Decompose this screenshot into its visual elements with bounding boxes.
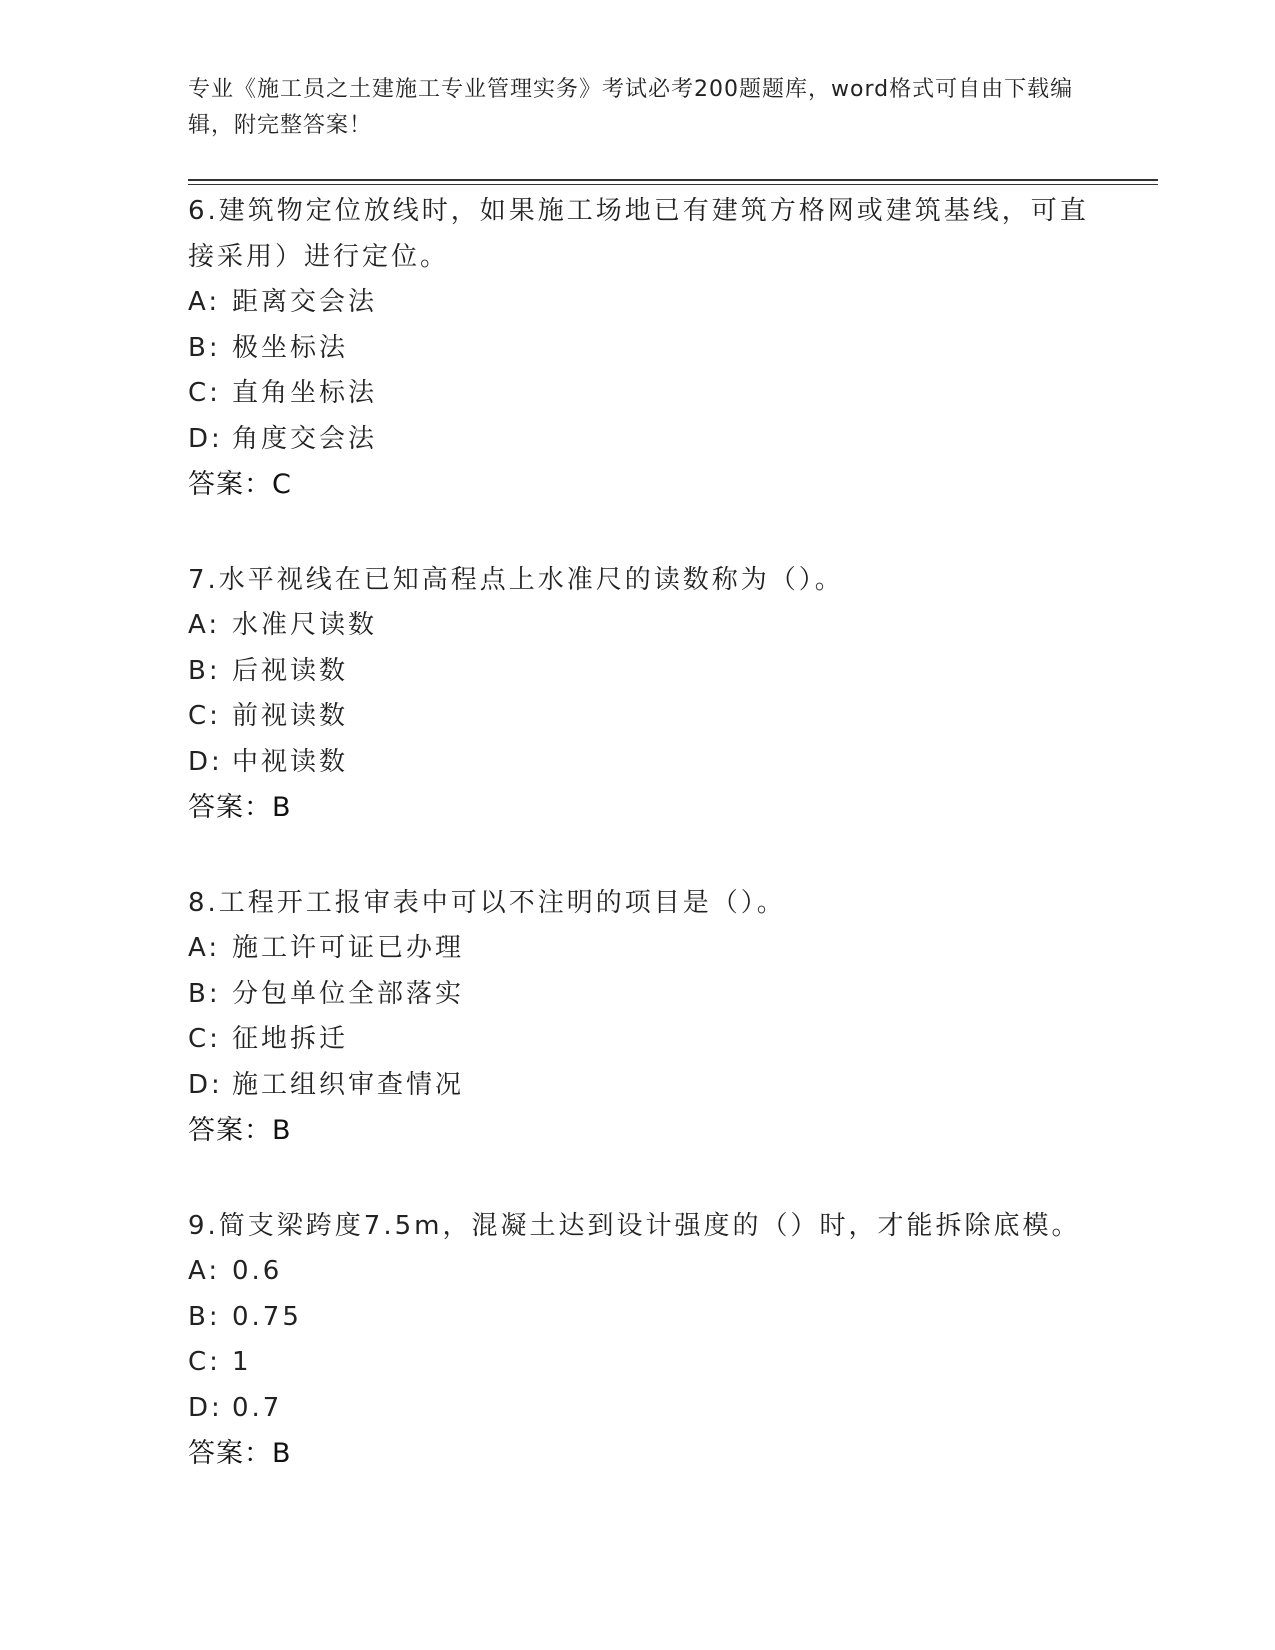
- option-key: A:: [188, 1256, 221, 1286]
- option-a: [188, 1249, 1108, 1295]
- option-key: B:: [188, 655, 221, 686]
- option-key: D:: [188, 423, 223, 454]
- option-text: 施工许可证已办理: [232, 933, 465, 963]
- option-key: D:: [188, 1392, 223, 1423]
- question-9: [188, 1203, 1108, 1477]
- option-b: [188, 972, 1108, 1018]
- option-text: 水准尺读数: [232, 610, 378, 640]
- option-text: 直角坐标法: [232, 378, 378, 408]
- option-b: [188, 326, 1108, 372]
- option-key: B:: [188, 1301, 221, 1332]
- option-key: A:: [188, 287, 221, 317]
- option-a: [188, 926, 1108, 972]
- option-text: 中视读数: [232, 746, 349, 777]
- answer-line: 答案：B: [188, 1438, 292, 1469]
- option-key: C:: [188, 1024, 221, 1054]
- document-title: 专业《施工员之土建施工专业管理实务》考试必考200题题库，word格式可自由下载编辑，附完整答案！: [188, 77, 1074, 138]
- option-c: [188, 694, 1108, 740]
- option-a: [188, 603, 1108, 649]
- option-key: C:: [188, 378, 221, 408]
- option-c: [188, 1017, 1108, 1063]
- option-c: [188, 1340, 1108, 1386]
- option-key: D:: [188, 1069, 223, 1100]
- option-text: 前视读数: [232, 701, 349, 731]
- option-text: 征地拆迁: [232, 1024, 349, 1054]
- question-7: [188, 557, 1108, 831]
- option-key: A:: [188, 610, 221, 640]
- document-header: [188, 72, 1088, 144]
- option-text: 0.75: [232, 1301, 302, 1332]
- option-d: [188, 740, 1108, 786]
- option-text: 1: [232, 1347, 252, 1377]
- answer-line: 答案：B: [188, 792, 292, 823]
- question-text: 6.建筑物定位放线时，如果施工场地已有建筑方格网或建筑基线，可直接采用）进行定位。: [188, 196, 1089, 272]
- option-text: 角度交会法: [232, 423, 378, 454]
- option-text: 极坐标法: [232, 332, 349, 363]
- question-text: 9.简支梁跨度7.5m，混凝土达到设计强度的（）时，才能拆除底模。: [188, 1211, 1081, 1241]
- option-key: C:: [188, 1347, 221, 1377]
- question-list: [188, 188, 1108, 1526]
- header-divider-thick: [188, 179, 1158, 181]
- option-text: 分包单位全部落实: [232, 978, 465, 1009]
- question-8: [188, 880, 1108, 1154]
- option-key: B:: [188, 332, 221, 363]
- option-d: [188, 1386, 1108, 1432]
- answer-line: 答案：B: [188, 1115, 292, 1146]
- option-text: 0.6: [232, 1256, 283, 1286]
- option-d: [188, 1063, 1108, 1109]
- option-b: [188, 1295, 1108, 1341]
- option-text: 距离交会法: [232, 287, 378, 317]
- header-divider-thin: [188, 184, 1158, 185]
- answer-line: 答案：C: [188, 469, 292, 500]
- option-key: C:: [188, 701, 221, 731]
- question-6: [188, 188, 1108, 508]
- option-key: B:: [188, 978, 221, 1009]
- option-key: A:: [188, 933, 221, 963]
- option-text: 后视读数: [232, 655, 349, 686]
- option-text: 施工组织审查情况: [232, 1069, 465, 1100]
- question-text: 8.工程开工报审表中可以不注明的项目是（）。: [188, 888, 786, 918]
- option-a: [188, 280, 1108, 326]
- option-b: [188, 649, 1108, 695]
- option-c: [188, 371, 1108, 417]
- option-key: D:: [188, 746, 223, 777]
- option-d: [188, 417, 1108, 463]
- option-text: 0.7: [232, 1392, 283, 1423]
- question-text: 7.水平视线在已知高程点上水准尺的读数称为（）。: [188, 565, 844, 595]
